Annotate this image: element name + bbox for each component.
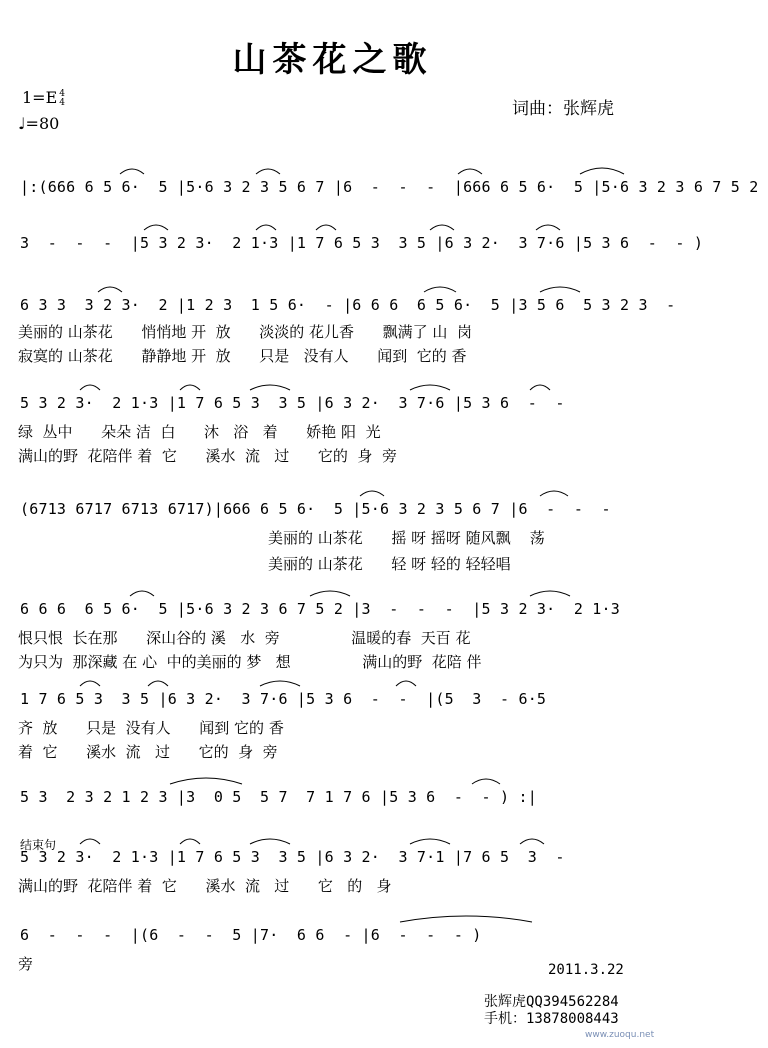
notes-line: 6 3 3 3 2 3· 2 |1 2 3 1 5 6· - |6 6 6 6 5 6· 5 |3 5 6 5 3 2 3 - (20, 296, 676, 314)
notes-line: 5 3 2 3· 2 1·3 |1 7 6 5 3 3 5 |6 3 2· 3 7·1 |7 6 5 3 - (20, 848, 565, 866)
lyric-verse-2: 美丽的 山茶花 轻 呀 轻的 轻轻唱 (268, 555, 511, 573)
lyric-verse-2: 为只为 那深藏 在 心 中的美丽的 梦 想 满山的野 花陪 伴 (18, 653, 482, 671)
lyric-verse-1: 满山的野 花陪伴 着 它 溪水 流 过 它 的 身 (18, 877, 392, 895)
lyric-verse-1: 齐 放 只是 没有人 闻到 它的 香 (18, 719, 284, 737)
notes-line: 6 6 6 6 5 6· 5 |5·6 3 2 3 6 7 5 2 |3 - - - |5 3 2 3· 2 1·3 (20, 600, 620, 618)
system-2 (20, 232, 704, 260)
system-4 (20, 392, 632, 420)
notes-line: 6 - - - |(6 - - 5 |7· 6 6 - |6 - - - ) (20, 926, 482, 944)
contact-phone: 手机：13878008443 (484, 1011, 619, 1027)
time-signature (59, 90, 65, 108)
lyric-verse-2: 寂寞的 山茶花 静静地 开 放 只是 没有人 闻到 它的 香 (18, 347, 467, 365)
slur-group (20, 910, 632, 924)
date-stamp: 2011.3.22 (548, 962, 624, 978)
notes-line: |:(666 6 5 6· 5 |5·6 3 2 3 5 6 7 |6 - - - |666 6 5 6· 5 |5·6 3 2 3 6 7 5 2 (20, 178, 768, 196)
system-3 (20, 294, 676, 322)
system-9 (20, 846, 632, 874)
lyric-verse-2: 着 它 溪水 流 过 它的 身 旁 (18, 743, 278, 761)
notes-line: 3 - - - |5 3 2 3· 2 1·3 |1 7 6 5 3 3 5 |6 3 2· 3 7·6 |5 3 6 - - ) (20, 234, 704, 252)
system-6 (20, 598, 632, 626)
tempo-marking: ♩=80 (18, 114, 60, 133)
lyric-verse-1: 美丽的 山茶花 摇 呀 摇呀 随风飘 荡 (268, 529, 545, 547)
key-signature (22, 88, 65, 108)
system-8 (20, 786, 632, 814)
notes-line: 5 3 2 3 2 1 2 3 |3 0 5 5 7 7 1 7 6 |5 3 6 - - ) :| (20, 788, 537, 806)
composer-credit: 词曲：张辉虎 (512, 99, 614, 119)
slur-group (20, 584, 632, 598)
lyric-verse-1: 绿 丛中 朵朵 洁 白 沐 浴 着 娇艳 阳 光 (18, 423, 381, 441)
slur-group (20, 162, 632, 176)
slur-group (20, 484, 632, 498)
slur-group (20, 832, 632, 846)
lyric-verse-1: 恨只恨 长在那 深山谷的 溪 水 旁 温暖的春 天百 花 (18, 629, 471, 647)
site-watermark: www.zuoqu.net (585, 1030, 655, 1040)
system-5 (20, 498, 632, 526)
system-7 (20, 688, 632, 716)
system-10 (20, 924, 632, 952)
time-bottom: 4 (59, 97, 65, 108)
lyric-verse-1: 美丽的 山茶花 悄悄地 开 放 淡淡的 花儿香 飘满了 山 岗 (18, 323, 472, 341)
notes-line: 5 3 2 3· 2 1·3 |1 7 6 5 3 3 5 |6 3 2· 3 7·6 |5 3 6 - - (20, 394, 565, 412)
slur-group (20, 378, 632, 392)
time-top: 4 (59, 88, 65, 99)
key-text: 1=E (22, 88, 58, 107)
lyric-verse-1: 旁 (18, 955, 34, 973)
notes-line: 1 7 6 5 3 3 5 |6 3 2· 3 7·6 |5 3 6 - - |(5 3 - 6·5 (20, 690, 547, 708)
notes-line: (6713 6717 6713 6717)|666 6 5 6· 5 |5·6 3 2 3 5 6 7 |6 - - - (20, 500, 611, 518)
slur-group (20, 280, 632, 294)
slur-group (20, 218, 632, 232)
lyric-verse-2: 满山的野 花陪伴 着 它 溪水 流 过 它的 身 旁 (18, 447, 397, 465)
ending-label: 结束句 (20, 838, 57, 852)
song-title: 山茶花之歌 (232, 40, 433, 80)
slur-group (20, 674, 632, 688)
system-1 (20, 176, 768, 204)
contact-info (484, 994, 619, 1028)
slur-group (20, 772, 632, 786)
contact-name: 张辉虎QQ394562284 (484, 994, 619, 1010)
